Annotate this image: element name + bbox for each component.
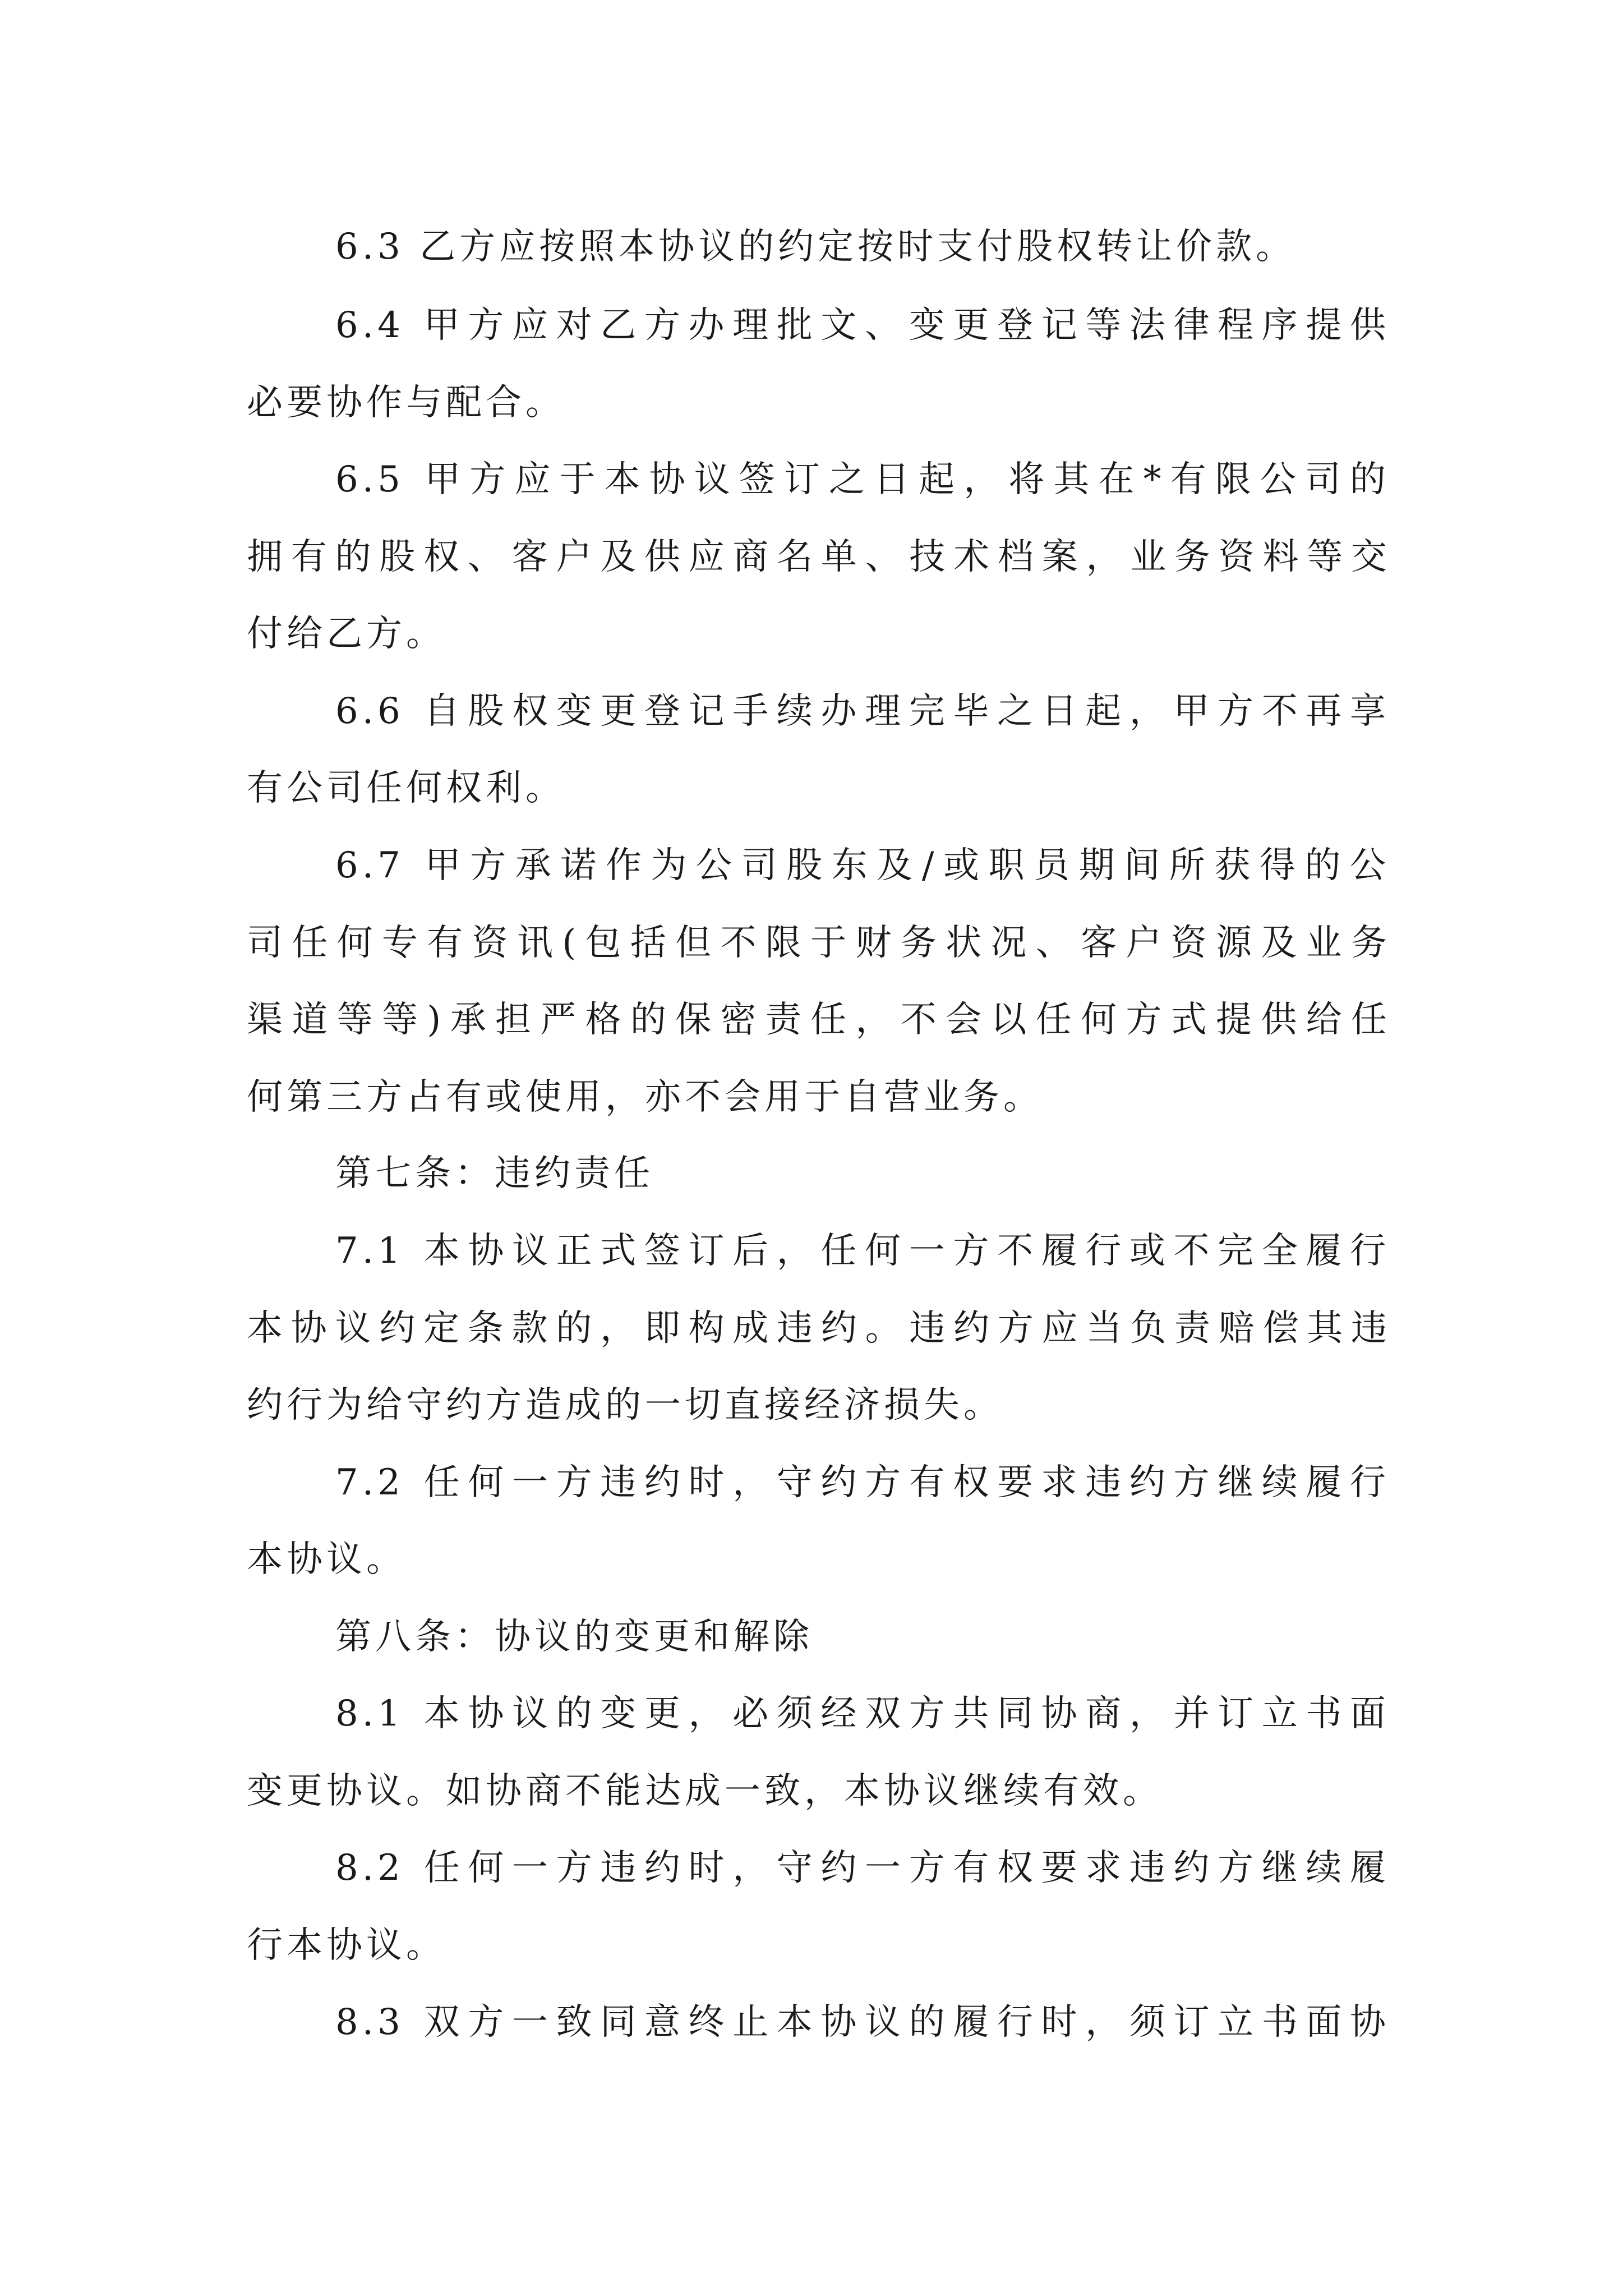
clause-6-7-cont-1: 司任何专有资讯(包括但不限于财务状况、客户资源及业务 (247, 922, 1391, 964)
clause-6-7: 6.7 甲方承诺作为公司股东及/或职员期间所获得的公 (335, 845, 1390, 886)
clause-6-5: 6.5 甲方应于本协议签订之日起，将其在*有限公司的 (335, 459, 1390, 500)
clause-6-4-cont: 必要协作与配合。 (247, 382, 565, 424)
clause-8-2-cont: 行本协议。 (247, 1925, 446, 1966)
clause-6-7-cont-3: 何第三方占有或使用，亦不会用于自营业务。 (247, 1076, 1043, 1118)
clause-8-1-cont: 变更协议。如协商不能达成一致，本协议继续有效。 (247, 1770, 1163, 1812)
article-8-heading: 第八条：协议的变更和解除 (335, 1616, 813, 1658)
clause-7-1-cont-2: 约行为给守约方造成的一切直接经济损失。 (247, 1384, 1003, 1426)
clause-6-7-cont-2: 渠道等等)承担严格的保密责任，不会以任何方式提供给任 (247, 999, 1391, 1041)
clause-6-6-cont: 有公司任何权利。 (247, 767, 565, 809)
clause-6-5-cont-1: 拥有的股权、客户及供应商名单、技术档案，业务资料等交 (247, 536, 1391, 578)
clause-6-4: 6.4 甲方应对乙方办理批文、变更登记等法律程序提供 (335, 305, 1390, 346)
clause-6-3: 6.3 乙方应按照本协议的约定按时支付股权转让价款。 (335, 226, 1296, 268)
clause-6-5-cont-2: 付给乙方。 (247, 613, 446, 655)
clause-7-2-cont: 本协议。 (247, 1539, 406, 1580)
clause-8-3: 8.3 双方一致同意终止本协议的履行时，须订立书面协 (335, 2001, 1390, 2043)
clause-7-1-cont-1: 本协议约定条款的，即构成违约。违约方应当负责赔偿其违 (247, 1308, 1391, 1349)
clause-8-1: 8.1 本协议的变更，必须经双方共同协商，并订立书面 (335, 1693, 1390, 1734)
clause-8-2: 8.2 任何一方违约时，守约一方有权要求违约方继续履 (335, 1847, 1390, 1889)
clause-6-6: 6.6 自股权变更登记手续办理完毕之日起，甲方不再享 (335, 691, 1390, 732)
article-7-heading: 第七条：违约责任 (335, 1153, 654, 1194)
clause-7-2: 7.2 任何一方违约时，守约方有权要求违约方继续履行 (335, 1462, 1390, 1503)
clause-7-1: 7.1 本协议正式签订后，任何一方不履行或不完全履行 (335, 1230, 1390, 1272)
